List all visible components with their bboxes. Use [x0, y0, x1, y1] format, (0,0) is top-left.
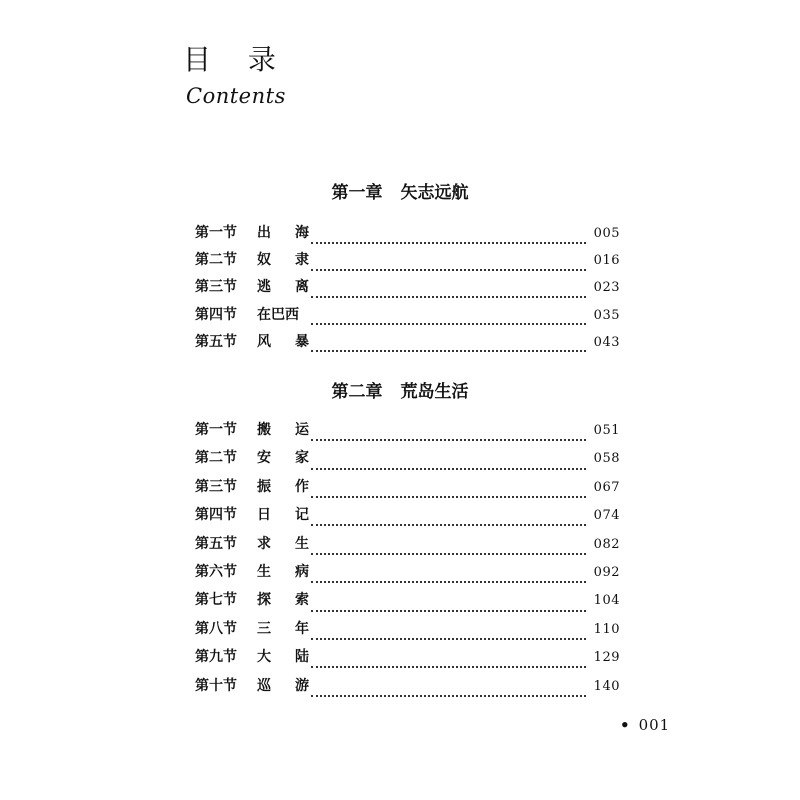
page-title: 目 录: [183, 43, 290, 76]
section-number: 第一节: [195, 422, 237, 438]
section-title-char: 三: [257, 620, 271, 637]
section-page-number: 043: [593, 334, 620, 350]
toc-entry[interactable]: [195, 679, 620, 707]
section-title: [257, 451, 309, 465]
section-title-char: 逃: [257, 279, 271, 296]
section-number: 第六节: [195, 563, 237, 580]
section-page-number: 092: [593, 564, 620, 580]
dot-leader: [311, 439, 586, 441]
chapter-section-list: [195, 226, 620, 362]
section-title-char: 暴: [295, 333, 309, 350]
section-title: 在巴西: [257, 306, 299, 323]
section-title: [257, 508, 309, 522]
section-title-char: 索: [295, 592, 309, 609]
section-number: 第九节: [195, 649, 237, 666]
chapter-heading: [0, 384, 800, 401]
section-title: [257, 622, 309, 636]
section-title: [257, 650, 309, 664]
dot-leader: [311, 581, 586, 583]
section-page-number: 058: [593, 451, 620, 467]
section-title: [257, 480, 309, 494]
section-page-number: 110: [593, 621, 620, 637]
section-title-char: 家: [295, 450, 309, 467]
section-title-char: 大: [257, 649, 271, 666]
toc-entry[interactable]: [195, 593, 620, 621]
section-title-char: 安: [257, 450, 271, 467]
section-title-char: 生: [295, 535, 309, 552]
section-title-char: 巡: [257, 677, 271, 694]
toc-entry[interactable]: [195, 622, 620, 650]
section-title-char: 作: [295, 478, 309, 495]
section-number: 第七节: [195, 592, 237, 609]
section-number: 第四节: [195, 306, 237, 323]
toc-entry[interactable]: [195, 480, 620, 508]
section-title-char: 日: [257, 507, 271, 524]
section-number: 第五节: [195, 535, 237, 552]
chapter-title: 荒岛生活: [400, 382, 469, 402]
section-page-number: 074: [593, 508, 620, 524]
chapter-section-list: [195, 423, 620, 707]
section-page-number: 140: [593, 678, 620, 694]
toc-entry[interactable]: [195, 537, 620, 565]
section-page-number: 082: [593, 536, 620, 552]
section-title-char: 奴: [257, 252, 271, 269]
section-page-number: 129: [593, 650, 620, 666]
toc-entry[interactable]: [195, 226, 620, 253]
dot-leader: [311, 468, 586, 470]
page-subtitle: Contents: [186, 84, 286, 108]
section-title-char: 出: [257, 225, 271, 241]
section-title: [257, 423, 309, 437]
section-title-char: 隶: [295, 252, 309, 269]
dot-leader: [311, 323, 586, 325]
section-number: 第一节: [195, 225, 237, 241]
section-title: [257, 253, 309, 267]
toc-entry[interactable]: [195, 451, 620, 479]
toc-entry[interactable]: [195, 423, 620, 451]
section-title: [257, 226, 309, 240]
section-title: [257, 335, 309, 349]
dot-leader: [311, 296, 586, 298]
dot-leader: [311, 695, 586, 697]
folio-page-number: 001: [638, 716, 671, 734]
chapter-number: 第二章: [331, 382, 383, 402]
dot-leader: [311, 638, 586, 640]
toc-entry[interactable]: [195, 253, 620, 280]
dot-leader: [311, 666, 586, 668]
section-title-char: 游: [295, 677, 309, 694]
dot-leader: [311, 524, 586, 526]
toc-entry[interactable]: [195, 308, 620, 335]
section-number: 第三节: [195, 279, 237, 296]
section-number: 第十节: [195, 677, 237, 694]
dot-leader: [311, 350, 586, 352]
section-number: 第五节: [195, 333, 237, 350]
section-title-char: 记: [295, 507, 309, 524]
section-title: [257, 537, 309, 551]
page-folio: [620, 718, 670, 733]
section-page-number: 067: [593, 479, 620, 495]
dot-leader: [311, 242, 586, 244]
chapter-number: 第一章: [331, 183, 383, 203]
toc-entry[interactable]: [195, 335, 620, 362]
section-number: 第四节: [195, 507, 237, 524]
chapter-title: 矢志远航: [400, 183, 469, 203]
section-number: 第二节: [195, 450, 237, 467]
toc-entry[interactable]: [195, 565, 620, 593]
dot-leader: [311, 269, 586, 271]
section-title-char: 探: [257, 592, 271, 609]
section-title-char: 陆: [295, 649, 309, 666]
section-page-number: 023: [593, 280, 620, 296]
dot-leader: [311, 553, 586, 555]
toc-entry[interactable]: [195, 508, 620, 536]
section-title-char: 年: [295, 620, 309, 637]
folio-bullet: •: [620, 716, 631, 734]
section-page-number: 104: [593, 593, 620, 609]
toc-entry[interactable]: [195, 280, 620, 307]
toc-entry[interactable]: [195, 650, 620, 678]
section-title-char: 振: [257, 478, 271, 495]
section-title: [257, 593, 309, 607]
section-title-char: 海: [295, 225, 309, 241]
section-number: 第八节: [195, 620, 237, 637]
section-title-char: 求: [257, 535, 271, 552]
section-page-number: 051: [593, 423, 620, 438]
section-title-char: 生: [257, 563, 271, 580]
section-page-number: 005: [593, 226, 620, 241]
section-number: 第二节: [195, 252, 237, 269]
section-title-char: 运: [295, 422, 309, 438]
section-title-char: 风: [257, 333, 271, 350]
section-page-number: 016: [593, 253, 620, 269]
section-page-number: 035: [593, 307, 620, 323]
section-title: [257, 679, 309, 693]
dot-leader: [311, 496, 586, 498]
section-title: [257, 565, 309, 579]
section-title-char: 病: [295, 563, 309, 580]
section-title-char: 离: [295, 279, 309, 296]
dot-leader: [311, 610, 586, 612]
section-title: [257, 280, 309, 294]
section-number: 第三节: [195, 478, 237, 495]
section-title-char: 搬: [257, 422, 271, 438]
chapter-heading: [0, 185, 800, 202]
